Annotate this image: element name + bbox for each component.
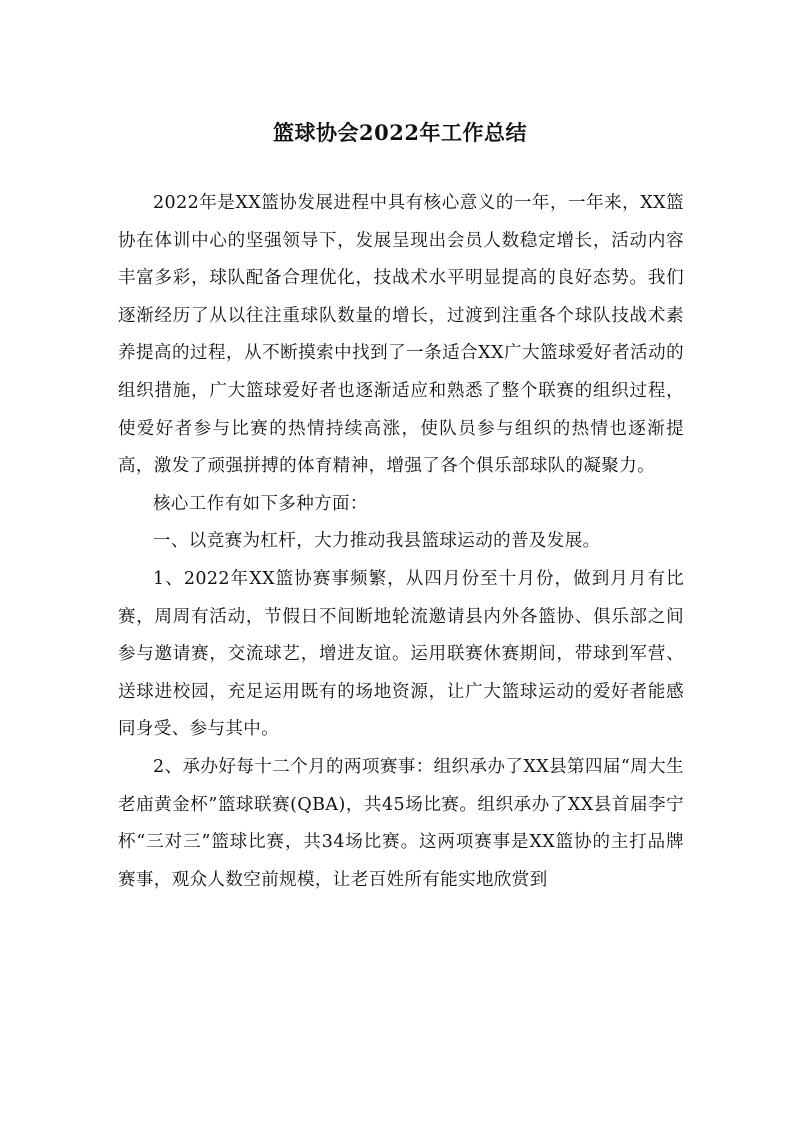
paragraph-core-work: 核心工作有如下多种方面： [153,493,368,514]
paragraph-item-1: 1、2022年XX篮协赛事频繁，从四月份至十月份，做到月月有比赛，周周有活动，节假日不间断地轮流邀请县内外各篮协、俱乐部之间参与邀请赛，交流球艺，增进友谊。运用联赛休赛期间，带球到军营、送球进校园，充足运用既有的场地资源，让广大篮球运动的爱好者能感同身受、参与其中。 [118,568,684,740]
section-heading-1: 一、以竞赛为杠杆，大力推动我县篮球运动的普及发展。 [153,531,601,552]
paragraph-item-2: 2、承办好每十二个月的两项赛事：组织承办了XX县第四届“周大生老庙黄金杯”篮球联赛(QBA)，共45场比赛。组织承办了XX县首届李宁杯“三对三”篮球比赛，共34场比赛。这两项赛事是XX篮协的主打品牌赛事，观众人数空前规模，让老百姓所有能实地欣赏到 [118,756,684,890]
document-body [118,185,684,899]
document-title: 篮球协会2022年工作总结 [273,120,527,146]
paragraph-intro: 2022年是XX篮协发展进程中具有核心意义的一年，一年来，XX篮协在体训中心的坚强领导下，发展呈现出会员人数稳定增长，活动内容丰富多彩，球队配备合理优化，技战术水平明显提高的良好态势。我们逐渐经历了从以往注重球队数量的增长，过渡到注重各个球队技战术素养提高的过程，从不断摸索中找到了一条适合XX广大篮球爱好者活动的组织措施，广大篮球爱好者也逐渐适应和熟悉了整个联赛的组织过程，使爱好者参与比赛的热情持续高涨，使队员参与组织的热情也逐渐提高，激发了顽强拼搏的体育精神，增强了各个俱乐部球队的凝聚力。 [118,193,684,477]
